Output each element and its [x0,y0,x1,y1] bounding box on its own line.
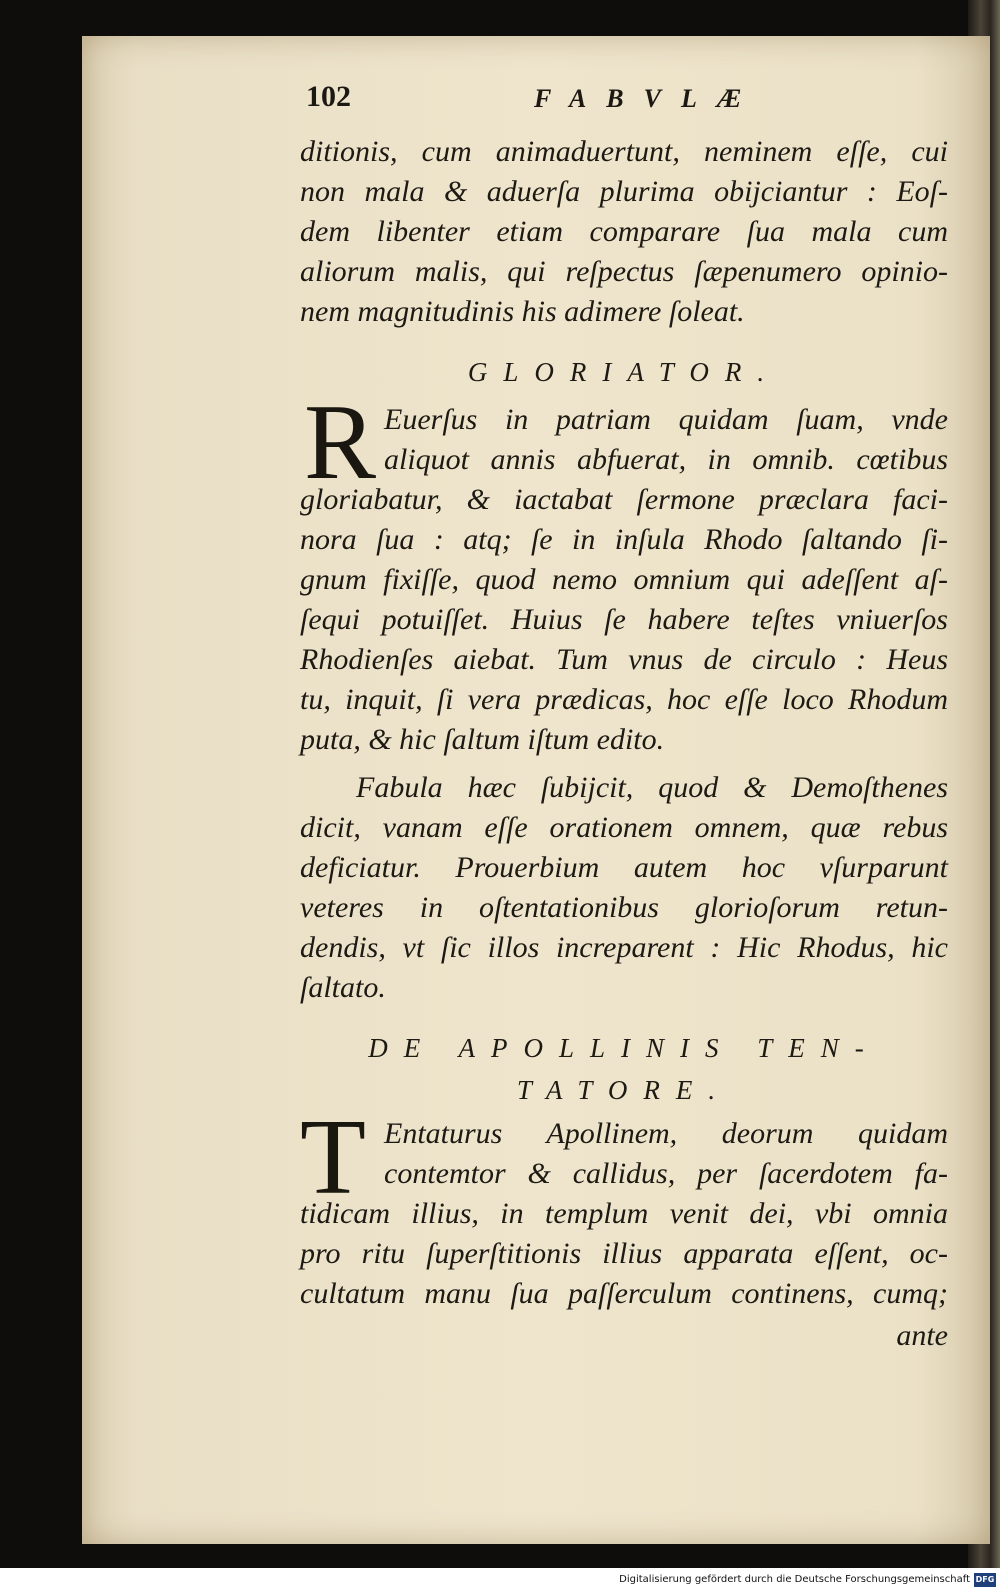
text-line: gloriabatur, & iactabat ſermone præclara faci- [300,483,948,516]
funding-credit: Digitalisierung gefördert durch die Deutsche Forschungsgemeinschaft [619,1574,970,1585]
text-line: tu, inquit, ſi vera prædicas, hoc eſſe loco Rhodum [300,683,948,716]
text-line: Entaturus Apollinem, deorum quidam [384,1117,948,1150]
dfg-logo-icon: DFG [974,1573,996,1587]
drop-cap-r: R [304,383,377,502]
text-line: aliorum malis, qui reſpectus ſæpenumero opinio- [300,255,948,288]
fable-heading: GLORIATOR. [467,357,781,387]
catchword: ante [896,1319,948,1352]
moral-line: veteres in oſtentationibus glorioſorum retun- [300,891,948,924]
text-line: aliquot annis abfuerat, in omnib. cœtibus [384,443,948,476]
footer-bar [0,1568,1000,1596]
moral-line: deficiatur. Prouerbium autem hoc vſurparunt [300,851,948,884]
moral-line: ſaltato. [300,971,386,1004]
fable-heading-continued: TATORE. [516,1075,732,1105]
text-line: puta, & hic ſaltum iſtum edito. [300,723,665,756]
page-header [306,80,866,124]
text-line: cultatum manu ſua paſſerculum continens, cumq; [300,1277,948,1310]
text-line: gnum fixiſſe, quod nemo omnium qui adeſſent aſ- [300,563,948,596]
text-line: pro ritu ſuperſtitionis illius apparata eſſent, oc- [300,1237,948,1270]
page-number: 102 [306,80,351,113]
running-head: FABVLÆ [534,84,762,113]
text-line: non mala & aduerſa plurima obijciantur : Eoſ- [300,175,948,208]
fable-heading: DE APOLLINIS TEN- [368,1033,880,1063]
moral-line: dendis, vt ſic illos increparent : Hic Rhodus, hic [300,931,948,964]
moral-line: dicit, vanam eſſe orationem omnem, quæ rebus [300,811,948,844]
text-line: nem magnitudinis his adimere ſoleat. [300,295,745,328]
drop-cap-t: T [300,1098,366,1217]
text-line: contemtor & callidus, per ſacerdotem fa- [384,1157,948,1190]
text-line: Euerſus in patriam quidam ſuam, vnde [384,403,948,436]
text-line: dem libenter etiam comparare ſua mala cum [300,215,948,248]
moral-line: Fabula hæc ſubijcit, quod & Demoſthenes [356,771,948,804]
text-line: ſequi potuiſſet. Huius ſe habere teſtes vniuerſos [300,603,948,636]
text-line: tidicam illius, in templum venit dei, vbi omnia [300,1197,948,1230]
text-line: ditionis, cum animaduertunt, neminem eſſe, cui [300,135,948,168]
text-line: Rhodienſes aiebat. Tum vnus de circulo : Heus [300,643,948,676]
text-line: nora ſua : atq; ſe in inſula Rhodo ſaltando ſi- [300,523,948,556]
